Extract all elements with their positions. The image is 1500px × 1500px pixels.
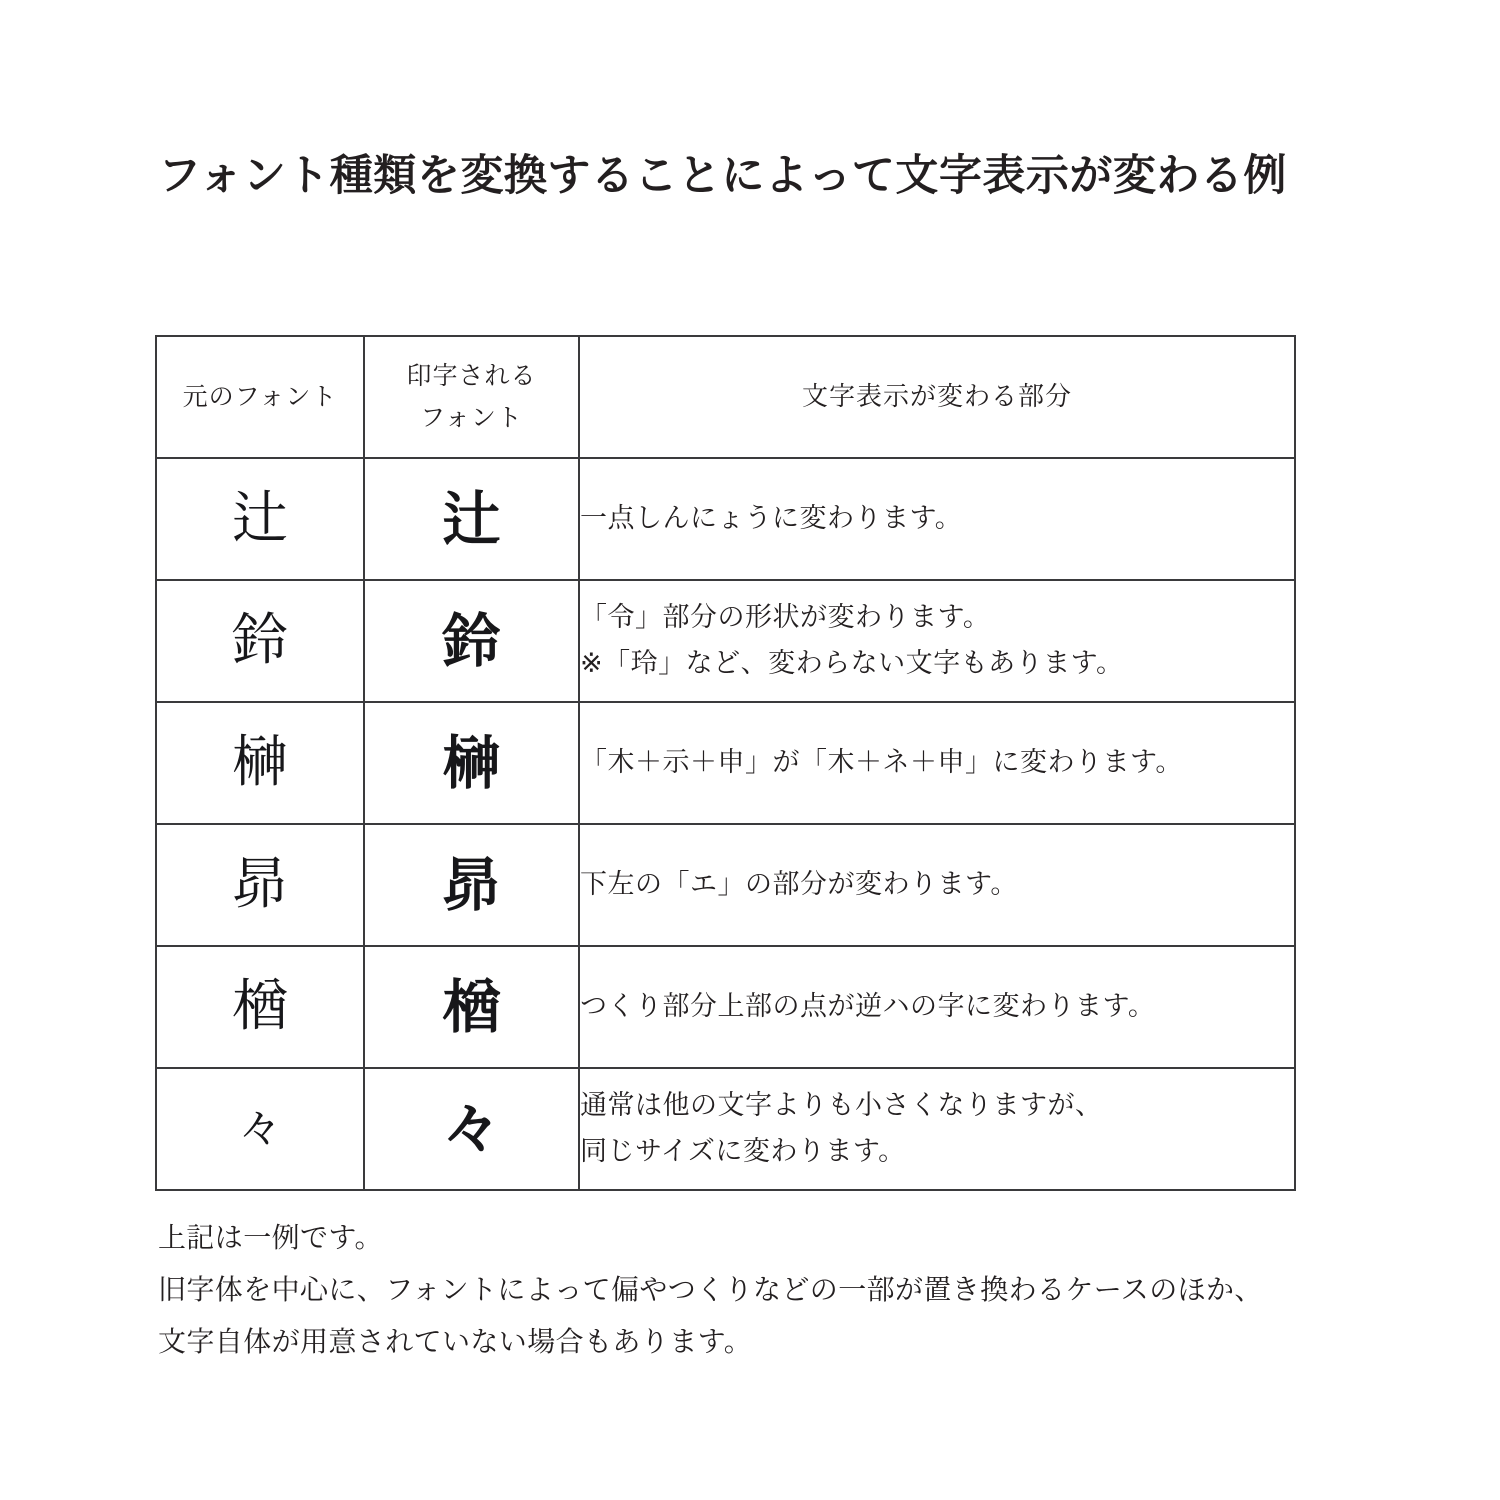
cell-original-glyph	[156, 1068, 364, 1190]
note-line: 上記は一例です。	[158, 1221, 383, 1254]
printed-glyph: 楢	[442, 973, 501, 1041]
cell-original-glyph	[156, 702, 364, 824]
table-row	[156, 702, 1295, 824]
description-line: 「令」部分の形状が変わります。	[580, 602, 991, 633]
cell-printed-glyph	[364, 580, 579, 702]
page-title: フォント種類を変換することによって文字表示が変わる例	[158, 150, 1287, 201]
cell-printed-glyph	[364, 824, 579, 946]
font-conversion-table	[155, 335, 1296, 1191]
table-row	[156, 1068, 1295, 1190]
table-row	[156, 946, 1295, 1068]
cell-description	[579, 824, 1295, 946]
printed-glyph: 鈴	[442, 607, 501, 675]
table-header-row	[156, 336, 1295, 458]
printed-glyph: 辻	[442, 485, 501, 553]
printed-glyph: 昴	[442, 851, 501, 919]
cell-description	[579, 1068, 1295, 1190]
column-header-original-font: 元のフォント	[156, 336, 364, 458]
column-header-printed-font	[364, 336, 579, 458]
column-header-description: 文字表示が変わる部分	[579, 336, 1295, 458]
cell-printed-glyph	[364, 702, 579, 824]
cell-original-glyph	[156, 824, 364, 946]
description-line: 下左の「エ」の部分が変わります。	[580, 869, 1018, 900]
cell-printed-glyph	[364, 1068, 579, 1190]
printed-glyph: 榊	[442, 729, 501, 797]
column-header-printed-font-line2: フォント	[420, 403, 523, 432]
cell-description	[579, 458, 1295, 580]
cell-original-glyph	[156, 946, 364, 1068]
description-line: 「木＋示＋申」が「木＋ネ＋申」に変わります。	[580, 747, 1183, 778]
description-line: 同じサイズに変わります。	[580, 1136, 906, 1167]
original-glyph: 昴	[232, 852, 288, 917]
footer-notes	[158, 1212, 1378, 1368]
table-row	[156, 824, 1295, 946]
table-row	[156, 580, 1295, 702]
description-line: 通常は他の文字よりも小さくなりますが、	[580, 1090, 1103, 1121]
cell-description	[579, 702, 1295, 824]
original-glyph: 鈴	[232, 608, 288, 673]
description-line: ※「玲」など、変わらない文字もあります。	[580, 648, 1124, 679]
cell-printed-glyph	[364, 946, 579, 1068]
note-line: 旧字体を中心に、フォントによって偏やつくりなどの一部が置き換わるケースのほか、	[158, 1273, 1263, 1306]
cell-original-glyph	[156, 580, 364, 702]
table-row	[156, 458, 1295, 580]
cell-description	[579, 946, 1295, 1068]
cell-description	[579, 580, 1295, 702]
description-line: つくり部分上部の点が逆ハの字に変わります。	[580, 991, 1156, 1022]
font-conversion-table-wrapper	[155, 335, 1294, 1191]
original-glyph: 楢	[232, 974, 288, 1039]
note-line: 文字自体が用意されていない場合もあります。	[158, 1325, 753, 1358]
original-glyph: 々	[238, 1103, 282, 1154]
cell-original-glyph	[156, 458, 364, 580]
original-glyph: 榊	[232, 730, 288, 795]
cell-printed-glyph	[364, 458, 579, 580]
original-glyph: 辻	[232, 486, 288, 551]
description-line: 一点しんにょうに変わります。	[580, 503, 963, 534]
column-header-printed-font-line1: 印字される	[406, 361, 537, 390]
printed-glyph: 々	[441, 1094, 502, 1164]
